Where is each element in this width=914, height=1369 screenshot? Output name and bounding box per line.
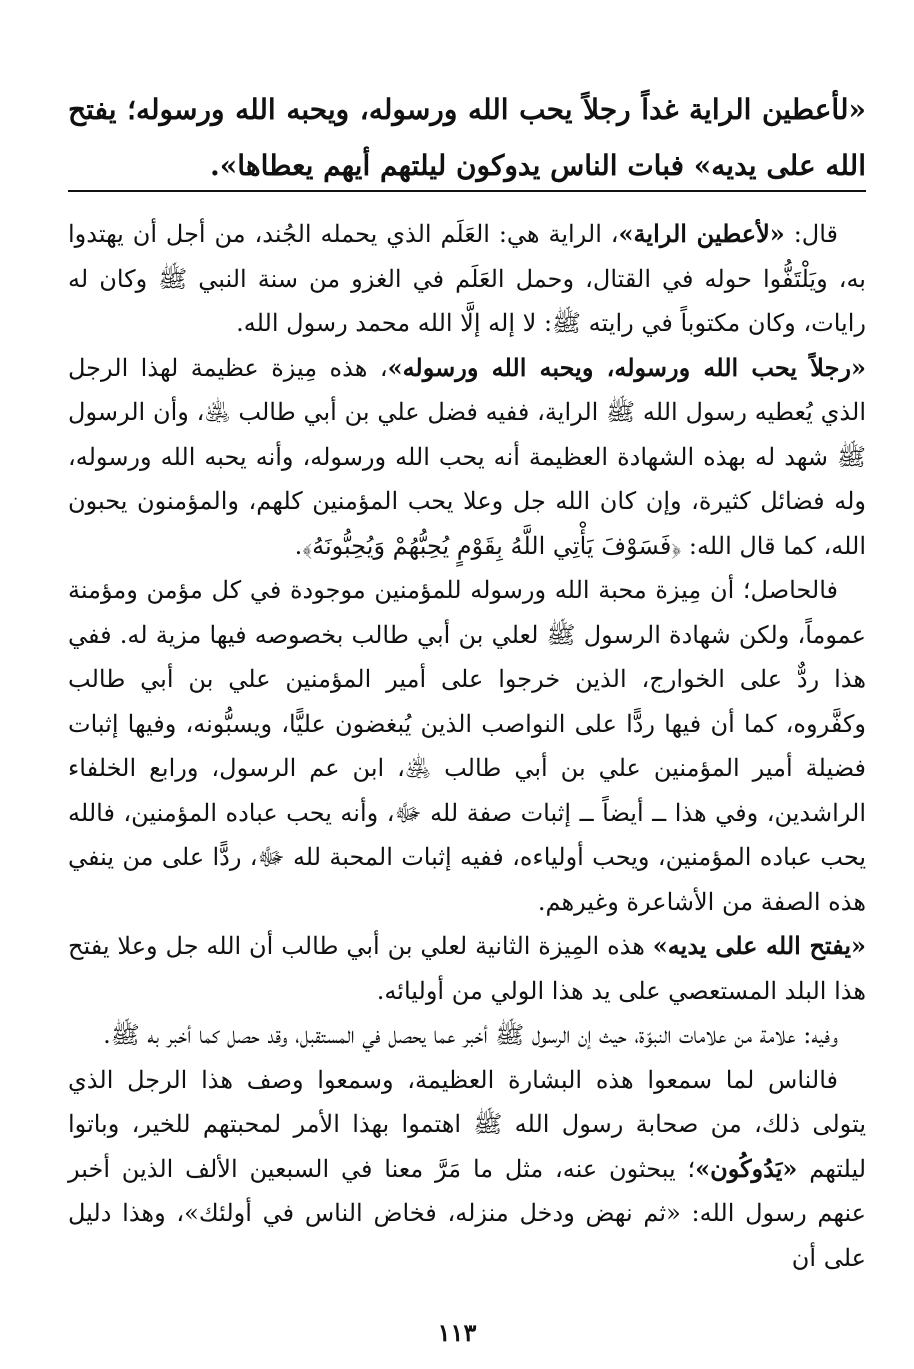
commentary-paragraph-3: فالحاصل؛ أن مِيزة محبة الله ورسوله للمؤمنين موجودة في كل مؤمن ومؤمنة عموماً، ولكن شهادة الرسول ﷺ لعلي بن أبي طالب بخصوصه فيها مزية له. ففي هذا ردٌّ على الخوارج، الذين خرجوا على أمير المؤمنين علي بن أبي طالب وكفَّروه، كما أن فيها ردًّا على النواصب الذين يُبغضون عليًّا، ويسبُّونه، وفيها إثبات فضيلة أمير المؤمنين علي بن أبي طالب ﵁، ابن عم الرسول، ورابع الخلفاء الراشدين، وفي هذا ــ أيضاً ــ إثبات صفة لله ﷻ، وأنه يحب عباده المؤمنين، فالله يحب عباده المؤمنين، ويحب أولياءه، ففيه إثبات المحبة لله ﷻ، ردًّا على من ينفي هذه الصفة من الأشاعرة وغيرهم.: [68, 576, 866, 916]
hadith-quote: «لأعطين الراية غداً رجلاً يحب الله ورسوله، ويحبه الله ورسوله؛ يفتح الله على يديه» فبات الناس يدوكون ليلتهم أيهم يعطاها».: [68, 93, 866, 182]
separator-line: [68, 190, 866, 192]
commentary-paragraph-5: وفيه: علامة من علامات النبوّة، حيث إن الرسول ﷺ أخبر عما يحصل في المستقبل، وقد حصل كما أخبر به ﷺ.: [103, 1021, 838, 1049]
quoted-phrase: «يَدُوكُون»: [695, 1153, 798, 1183]
commentary-paragraph-1: [68, 212, 866, 346]
commentary-paragraph-4: [68, 924, 866, 1013]
page-number: ١١٣: [437, 1318, 477, 1347]
text-span: ، الراية هي: العَلَم الذي يحمله الجُند، من أجل أن يهتدوا به، ويَلْتَفُّوا حوله في القتال، وحمل العَلَم في الغزو من سنة النبي ﷺ وكان له رايات، وكان مكتوباً في رايته ﷺ: لا إله إلَّا الله محمد رسول الله.: [68, 220, 866, 337]
text-span: هذه المِيزة الثانية لعلي بن أبي طالب أن الله جل وعلا يفتح هذا البلد المستعصي على يد هذا الولي من أوليائه.: [68, 932, 866, 1005]
commentary-text: [68, 212, 866, 1280]
quoted-phrase: «يفتح الله على يديه»: [652, 931, 866, 960]
text-span: ، هذه مِيزة عظيمة لهذا الرجل الذي يُعطيه رسول الله ﷺ الراية، ففيه فضل علي بن أبي طالب ﵁، وأن الرسول ﷺ شهد له بهذه الشهادة العظيمة أنه يحب الله ورسوله، وأنه يحبه الله ورسوله، وله فضائل كثيرة، وإن كان الله جل وعلا يحب المؤمنين كلهم، والمؤمنون يحبون الله، كما قال الله: ﴿فَسَوْفَ يَأْتِي اللَّهُ بِقَوْمٍ يُحِبُّهُمْ وَيُحِبُّونَهُ﴾.: [68, 353, 866, 560]
quoted-phrase: «لأعطين الراية»: [618, 219, 785, 248]
text-span: فالناس لما سمعوا هذه البشارة العظيمة، وسمعوا وصف هذا الرجل الذي يتولى ذلك، من صحابة رسول الله ﷺ اهتموا بهذا الأمر لمحبتهم للخير، وباتوا ليلتهم: [68, 1065, 867, 1183]
text-span: قال:: [784, 220, 838, 248]
hadith-text: [68, 82, 866, 194]
commentary-paragraph-2: [68, 346, 866, 569]
commentary-paragraph-6: [68, 1058, 866, 1281]
quoted-phrase: «رجلاً يحب الله ورسوله، ويحبه الله ورسوله»: [387, 352, 866, 382]
text-span: ؛ يبحثون عنه، مثل ما مَرَّ معنا في السبعين الألف الذين أخبر عنهم رسول الله: «ثم نهض ودخل منزله، فخاض الناس في أولئك»، وهذا دليل على أن: [68, 1154, 866, 1272]
